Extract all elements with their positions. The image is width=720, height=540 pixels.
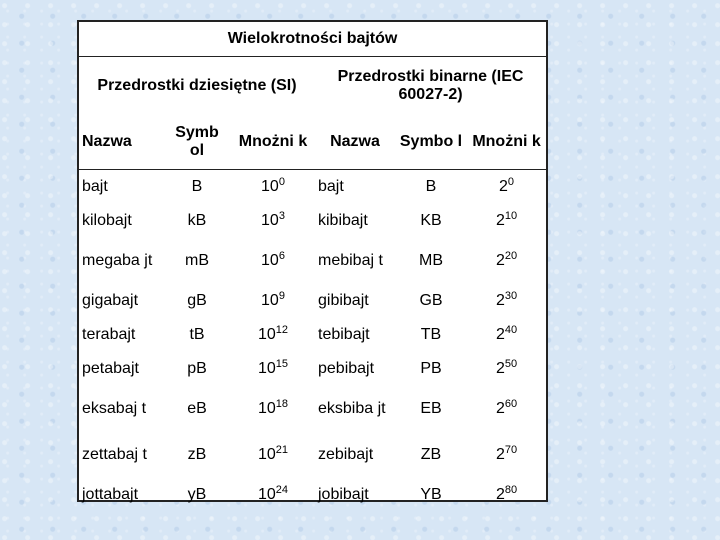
si-symbol-cell: kB bbox=[187, 211, 207, 229]
column-header-si-multiplier: Mnożni k bbox=[231, 115, 315, 170]
bin-symbol-cell: TB bbox=[420, 325, 442, 343]
group-header-binary: Przedrostki binarne (IEC 60027-2) bbox=[337, 68, 524, 103]
si-multiplier-cell bbox=[231, 432, 315, 478]
bin-symbol-cell: GB bbox=[419, 291, 443, 309]
si-multiplier-cell-base: 10 bbox=[257, 325, 276, 343]
si-multiplier-cell-exponent: 6 bbox=[278, 249, 285, 262]
bin-name-cell: pebibajt bbox=[318, 359, 375, 377]
bin-multiplier-cell-exponent: 0 bbox=[507, 175, 515, 188]
table-row bbox=[79, 318, 546, 352]
bin-multiplier-cell-exponent: 40 bbox=[504, 323, 518, 336]
bin-multiplier-cell-base: 2 bbox=[495, 211, 505, 229]
bin-symbol-cell: EB bbox=[420, 399, 442, 417]
si-multiplier-cell-base: 10 bbox=[261, 177, 279, 195]
bin-multiplier-cell-exponent: 50 bbox=[504, 357, 518, 370]
si-multiplier-cell-exponent: 0 bbox=[278, 175, 285, 188]
table-row bbox=[79, 284, 546, 318]
bin-symbol-cell: B bbox=[425, 177, 437, 195]
column-header-si-symbol: Symb ol bbox=[163, 115, 231, 170]
si-symbol-cell: B bbox=[191, 177, 203, 195]
si-multiplier-cell bbox=[231, 284, 315, 318]
table-row bbox=[79, 238, 546, 284]
bin-multiplier-cell-exponent: 10 bbox=[504, 209, 518, 222]
si-multiplier-cell-exponent: 3 bbox=[278, 209, 285, 222]
column-header-bin-name: Nazwa bbox=[315, 115, 395, 170]
si-name-cell: gigabajt bbox=[82, 291, 139, 309]
bin-multiplier-cell-base: 2 bbox=[499, 177, 508, 195]
bin-multiplier-cell bbox=[467, 432, 546, 478]
si-symbol-cell: mB bbox=[185, 251, 209, 269]
si-symbol-cell: pB bbox=[187, 359, 207, 377]
si-multiplier-cell-base: 10 bbox=[257, 399, 276, 417]
si-multiplier-cell bbox=[231, 478, 315, 512]
si-symbol-cell: tB bbox=[189, 325, 205, 343]
si-name-cell: zettabaj t bbox=[82, 445, 147, 463]
bin-multiplier-cell-base: 2 bbox=[495, 251, 505, 269]
table-row bbox=[79, 386, 546, 432]
si-symbol-cell: zB bbox=[187, 445, 207, 463]
si-multiplier-cell bbox=[231, 318, 315, 352]
bin-multiplier-cell bbox=[467, 284, 546, 318]
si-symbol-cell: gB bbox=[187, 291, 207, 309]
si-multiplier-cell-base: 10 bbox=[257, 485, 276, 503]
title-row bbox=[79, 22, 546, 57]
si-name-cell: kilobajt bbox=[82, 211, 132, 229]
si-name-cell: petabajt bbox=[82, 359, 139, 377]
si-multiplier-cell-base: 10 bbox=[261, 251, 279, 269]
si-name-cell: bajt bbox=[82, 177, 108, 195]
bin-name-cell: kibibajt bbox=[318, 211, 368, 229]
bin-name-cell: bajt bbox=[318, 177, 344, 195]
group-header-row bbox=[79, 57, 546, 116]
bin-multiplier-cell-base: 2 bbox=[495, 399, 505, 417]
si-multiplier-cell-exponent: 15 bbox=[275, 357, 289, 370]
bin-multiplier-cell-base: 2 bbox=[495, 485, 505, 503]
bin-multiplier-cell-base: 2 bbox=[495, 445, 505, 463]
table-row bbox=[79, 478, 546, 512]
bin-multiplier-cell bbox=[467, 386, 546, 432]
bin-name-cell: gibibajt bbox=[318, 291, 369, 309]
bin-name-cell: jobibajt bbox=[318, 485, 369, 503]
si-multiplier-cell-exponent: 12 bbox=[275, 323, 289, 336]
si-multiplier-cell-base: 10 bbox=[257, 445, 276, 463]
bin-multiplier-cell-exponent: 70 bbox=[504, 443, 518, 456]
bin-multiplier-cell-exponent: 20 bbox=[504, 249, 518, 262]
bin-name-cell: eksbiba jt bbox=[318, 399, 386, 417]
table-row bbox=[79, 204, 546, 238]
bin-multiplier-cell bbox=[467, 478, 546, 512]
si-multiplier-cell-base: 10 bbox=[261, 291, 279, 309]
si-multiplier-cell-exponent: 9 bbox=[278, 289, 285, 302]
bin-multiplier-cell bbox=[467, 204, 546, 238]
si-symbol-cell: yB bbox=[187, 485, 207, 503]
bin-multiplier-cell-exponent: 30 bbox=[504, 289, 518, 302]
column-header-bin-symbol: Symbo l bbox=[395, 115, 467, 170]
column-header-row bbox=[79, 115, 546, 170]
si-multiplier-cell bbox=[231, 204, 315, 238]
si-name-cell: megaba jt bbox=[82, 251, 153, 269]
bin-symbol-cell: KB bbox=[420, 211, 442, 229]
si-multiplier-cell bbox=[231, 386, 315, 432]
si-multiplier-cell-exponent: 24 bbox=[275, 483, 289, 496]
table-title: Wielokrotności bajtów bbox=[79, 22, 546, 57]
byte-multiples-table bbox=[79, 22, 546, 512]
si-name-cell: terabajt bbox=[82, 325, 136, 343]
si-multiplier-cell-base: 10 bbox=[257, 359, 276, 377]
table-row bbox=[79, 170, 546, 204]
si-multiplier-cell bbox=[231, 238, 315, 284]
si-multiplier-cell-exponent: 21 bbox=[275, 443, 289, 456]
si-multiplier-cell bbox=[231, 352, 315, 386]
bin-multiplier-cell bbox=[467, 352, 546, 386]
bin-multiplier-cell-base: 2 bbox=[495, 359, 505, 377]
bin-name-cell: tebibajt bbox=[318, 325, 370, 343]
si-name-cell: jottabajt bbox=[82, 485, 139, 503]
bin-symbol-cell: ZB bbox=[420, 445, 442, 463]
bin-multiplier-cell-exponent: 80 bbox=[504, 483, 518, 496]
bin-multiplier-cell bbox=[467, 318, 546, 352]
column-header-si-name: Nazwa bbox=[79, 115, 163, 170]
si-symbol-cell: eB bbox=[187, 399, 207, 417]
bin-multiplier-cell-base: 2 bbox=[495, 291, 505, 309]
si-multiplier-cell-exponent: 18 bbox=[275, 397, 289, 410]
table-row bbox=[79, 352, 546, 386]
bin-symbol-cell: YB bbox=[420, 485, 442, 503]
bin-multiplier-cell bbox=[467, 170, 546, 204]
si-multiplier-cell-base: 10 bbox=[261, 211, 279, 229]
bin-name-cell: mebibaj t bbox=[318, 251, 383, 269]
si-name-cell: eksabaj t bbox=[82, 399, 147, 417]
column-header-bin-multiplier: Mnożni k bbox=[467, 115, 546, 170]
bin-symbol-cell: MB bbox=[419, 251, 443, 269]
table-row bbox=[79, 432, 546, 478]
group-header-decimal: Przedrostki dziesiętne (SI) bbox=[97, 77, 297, 94]
bin-multiplier-cell bbox=[467, 238, 546, 284]
byte-multiples-panel bbox=[77, 20, 548, 502]
bin-multiplier-cell-base: 2 bbox=[495, 325, 505, 343]
bin-symbol-cell: PB bbox=[420, 359, 442, 377]
si-multiplier-cell bbox=[231, 170, 315, 204]
bin-name-cell: zebibajt bbox=[318, 445, 374, 463]
bin-multiplier-cell-exponent: 60 bbox=[504, 397, 518, 410]
